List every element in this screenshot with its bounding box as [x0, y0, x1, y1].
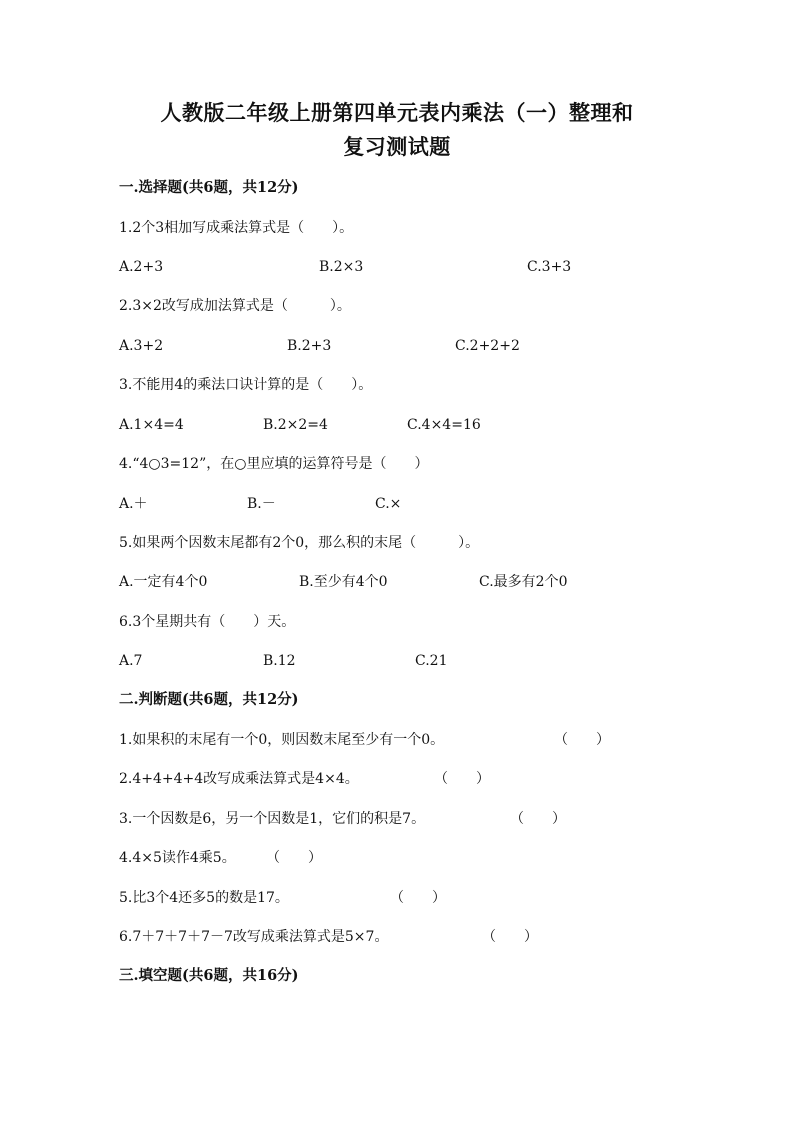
option-b: B.2+3 — [287, 338, 332, 354]
question-stem: 2.3×2改写成加法算式是（ ）。 — [119, 298, 351, 314]
option-c: C.2+2+2 — [455, 338, 520, 354]
answer-blank: （ ） — [554, 732, 610, 748]
answer-blank: （ ） — [434, 771, 490, 787]
option-a: A.3+2 — [119, 338, 164, 354]
option-b: B.12 — [263, 653, 296, 669]
option-c: C.3+3 — [527, 259, 572, 275]
judge-item-text: 6.7＋7＋7＋7－7改写成乘法算式是5×7。 — [119, 929, 389, 945]
option-a: A.1×4=4 — [119, 417, 184, 433]
option-a: A.7 — [119, 653, 143, 669]
question-stem: 1.2个3相加写成乘法算式是（ ）。 — [119, 220, 354, 236]
judge-item-text: 4.4×5读作4乘5。 — [119, 850, 236, 866]
option-c: C.× — [375, 496, 402, 512]
judge-item-text: 1.如果积的末尾有一个0，则因数末尾至少有一个0。 — [119, 732, 445, 748]
question-stem: 6.3个星期共有（ ）天。 — [119, 614, 296, 630]
option-a: A.＋ — [119, 496, 148, 512]
answer-blank: （ ） — [266, 850, 322, 866]
section-heading-judge: 二.判断题(共6题，共12分) — [119, 691, 299, 708]
judge-item-text: 3.一个因数是6，另一个因数是1，它们的积是7。 — [119, 811, 426, 827]
question-stem: 3.不能用4的乘法口诀计算的是（ ）。 — [119, 377, 373, 393]
option-b: B.至少有4个0 — [299, 574, 388, 590]
answer-blank: （ ） — [390, 890, 446, 906]
option-c: C.21 — [415, 653, 448, 669]
page-title-line1: 人教版二年级上册第四单元表内乘法（一）整理和 — [160, 100, 634, 125]
answer-blank: （ ） — [510, 811, 566, 827]
question-stem: 4.“4○3=12”，在○里应填的运算符号是（ ） — [119, 456, 429, 472]
answer-blank: （ ） — [482, 929, 538, 945]
option-b: B.2×2=4 — [263, 417, 328, 433]
section-heading-choice: 一.选择题(共6题，共12分) — [119, 179, 299, 196]
section-heading-fill: 三.填空题(共6题，共16分) — [119, 967, 299, 984]
option-a: A.一定有4个0 — [119, 574, 208, 590]
question-stem: 5.如果两个因数末尾都有2个0，那么积的末尾（ ）。 — [119, 535, 480, 551]
judge-item-text: 5.比3个4还多5的数是17。 — [119, 890, 289, 906]
option-a: A.2+3 — [119, 259, 164, 275]
option-b: B.2×3 — [319, 259, 364, 275]
option-c: C.最多有2个0 — [479, 574, 568, 590]
option-c: C.4×4=16 — [407, 417, 481, 433]
judge-item-text: 2.4+4+4+4改写成乘法算式是4×4。 — [119, 771, 359, 787]
page-title-line2: 复习测试题 — [343, 134, 451, 159]
option-b: B.－ — [247, 496, 276, 512]
